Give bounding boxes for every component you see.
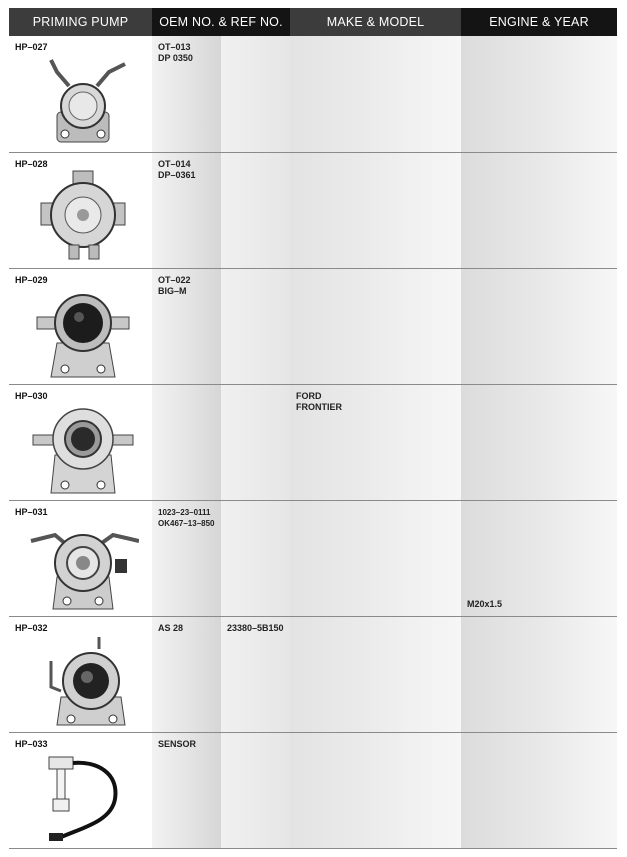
header-oem-ref: OEM NO. & REF NO.	[152, 8, 290, 36]
priming-pump-image	[27, 515, 139, 611]
oem-number: DP 0350	[158, 53, 193, 63]
oem-number: BIG–M	[158, 286, 187, 296]
product-cell	[9, 617, 152, 732]
oem-number: DP–0361	[158, 170, 196, 180]
oem-cell	[152, 501, 221, 616]
product-code: HP–029	[15, 275, 48, 285]
make-cell	[290, 269, 461, 384]
product-code: HP–033	[15, 739, 48, 749]
make-model-text: FORD	[296, 391, 322, 401]
make-cell	[290, 501, 461, 616]
engine-cell	[461, 36, 617, 152]
product-code: HP–032	[15, 623, 48, 633]
oem-cell	[152, 733, 221, 848]
ref-cell	[221, 385, 290, 500]
product-cell	[9, 385, 152, 500]
priming-pump-image	[27, 399, 139, 495]
product-cell	[9, 36, 152, 152]
engine-cell	[461, 269, 617, 384]
engine-cell	[461, 501, 617, 616]
table-row	[9, 269, 617, 385]
header-make-model: MAKE & MODEL	[290, 8, 461, 36]
oem-number: OK467–13–850	[158, 519, 215, 528]
priming-pump-image	[27, 50, 139, 146]
make-cell	[290, 733, 461, 848]
product-cell	[9, 153, 152, 268]
oem-cell	[152, 269, 221, 384]
table-header	[9, 8, 617, 36]
make-cell	[290, 36, 461, 152]
product-cell	[9, 733, 152, 848]
sensor-image	[27, 747, 139, 843]
ref-cell	[221, 269, 290, 384]
priming-pump-image	[27, 283, 139, 379]
oem-number: 1023–23–0111	[158, 508, 211, 517]
engine-cell	[461, 617, 617, 732]
oem-cell	[152, 36, 221, 152]
make-cell	[290, 617, 461, 732]
ref-cell	[221, 617, 290, 732]
ref-cell	[221, 501, 290, 616]
engine-cell	[461, 733, 617, 848]
engine-cell	[461, 385, 617, 500]
engine-cell	[461, 153, 617, 268]
oem-cell	[152, 153, 221, 268]
make-cell	[290, 153, 461, 268]
product-cell	[9, 501, 152, 616]
ref-cell	[221, 733, 290, 848]
table-row	[9, 733, 617, 849]
table-row	[9, 36, 617, 153]
oem-cell	[152, 617, 221, 732]
product-code: HP–027	[15, 42, 48, 52]
oem-number: OT–013	[158, 42, 191, 52]
priming-pump-image	[27, 167, 139, 263]
product-code: HP–028	[15, 159, 48, 169]
ref-cell	[221, 36, 290, 152]
oem-cell	[152, 385, 221, 500]
catalog-table	[9, 8, 617, 849]
make-model-text: FRONTIER	[296, 402, 342, 412]
table-row	[9, 153, 617, 269]
engine-thread-text: M20x1.5	[467, 599, 503, 609]
oem-number: OT–022	[158, 275, 191, 285]
product-code: HP–030	[15, 391, 48, 401]
header-priming-pump: PRIMING PUMP	[9, 8, 152, 36]
ref-number: 23380–5B150	[227, 623, 284, 633]
header-engine-year: ENGINE & YEAR	[461, 8, 617, 36]
oem-number: AS 28	[158, 623, 184, 633]
table-row	[9, 617, 617, 733]
priming-pump-image	[27, 631, 139, 727]
make-cell	[290, 385, 461, 500]
oem-number: SENSOR	[158, 739, 197, 749]
product-code: HP–031	[15, 507, 48, 517]
oem-number: OT–014	[158, 159, 191, 169]
product-cell	[9, 269, 152, 384]
table-row	[9, 501, 617, 617]
ref-cell	[221, 153, 290, 268]
table-row	[9, 385, 617, 501]
